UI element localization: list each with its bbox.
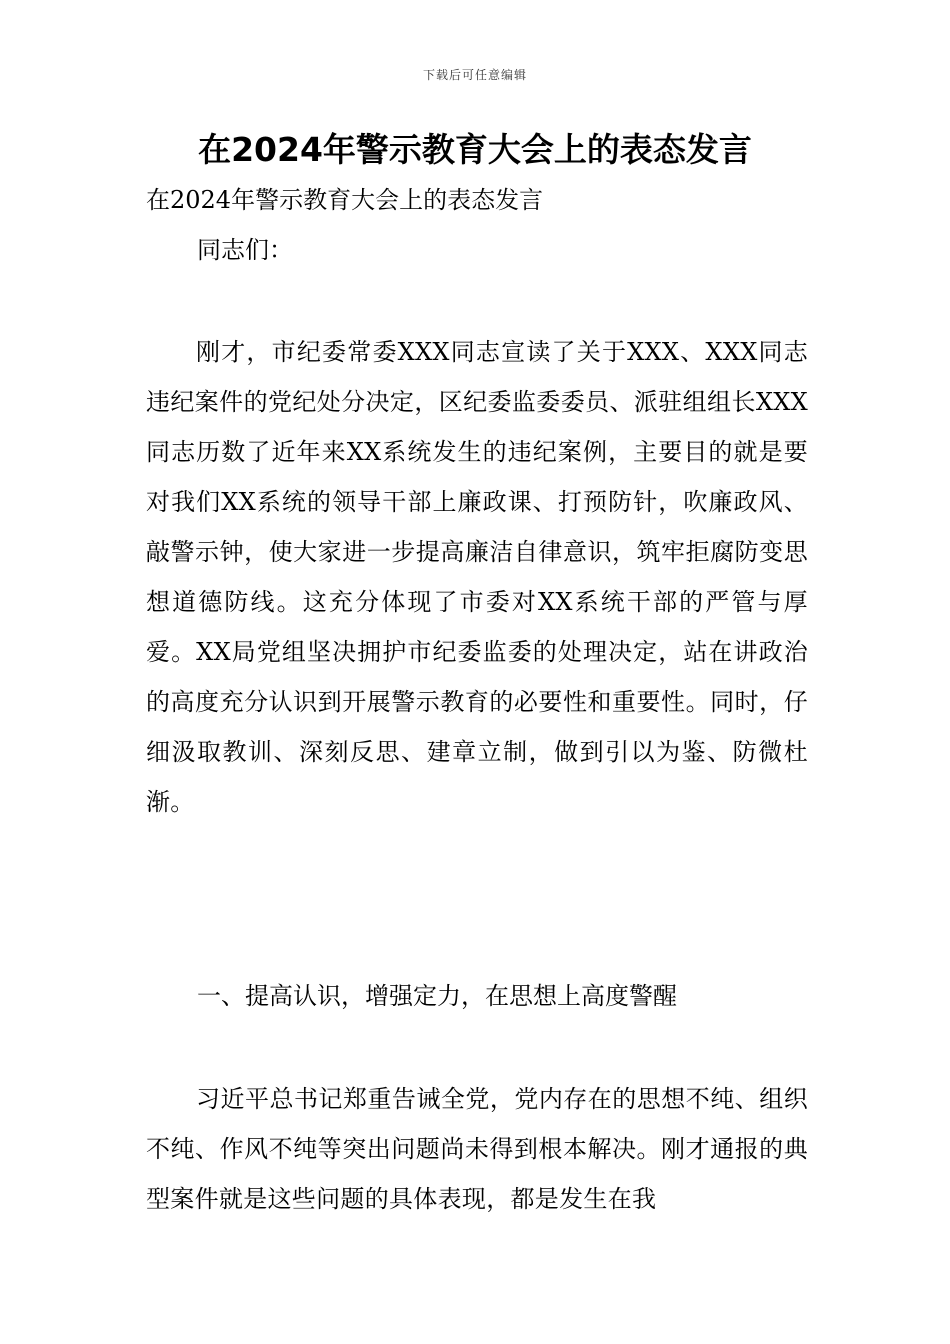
document-subtitle: 在2024年警示教育大会上的表态发言 xyxy=(146,186,544,214)
body-paragraph: 刚才，市纪委常委XXX同志宣读了关于XXX、XXX同志违纪案件的党纪处分决定，区纪委监委委员、派驻组组长XXX同志历数了近年来XX系统发生的违纪案例，主要目的就是要对我们XX系统的领导干部上廉政课、打预防针，吹廉政风、敲警示钟，使大家进一步提高廉洁自律意识，筑牢拒腐防变思想道德防线。这充分体现了市委对XX系统干部的严管与厚爱。XX局党组坚决拥护市纪委监委的处理决定，站在讲政治的高度充分认识到开展警示教育的必要性和重要性。同时，仔细汲取教训、深刻反思、建章立制，做到引以为鉴、防微杜渐。 xyxy=(146,338,808,816)
salutation: 同志们： xyxy=(197,236,293,264)
section-heading: 一、提高认识，增强定力，在思想上高度警醒 xyxy=(197,982,677,1010)
document-title: 在2024年警示教育大会上的表态发言 xyxy=(198,130,752,169)
header-note: 下载后可任意编辑 xyxy=(422,68,527,82)
body-paragraph: 习近平总书记郑重告诫全党，党内存在的思想不纯、组织不纯、作风不纯等突出问题尚未得到根本解决。刚才通报的典型案件就是这些问题的具体表现，都是发生在我 xyxy=(146,1085,808,1213)
